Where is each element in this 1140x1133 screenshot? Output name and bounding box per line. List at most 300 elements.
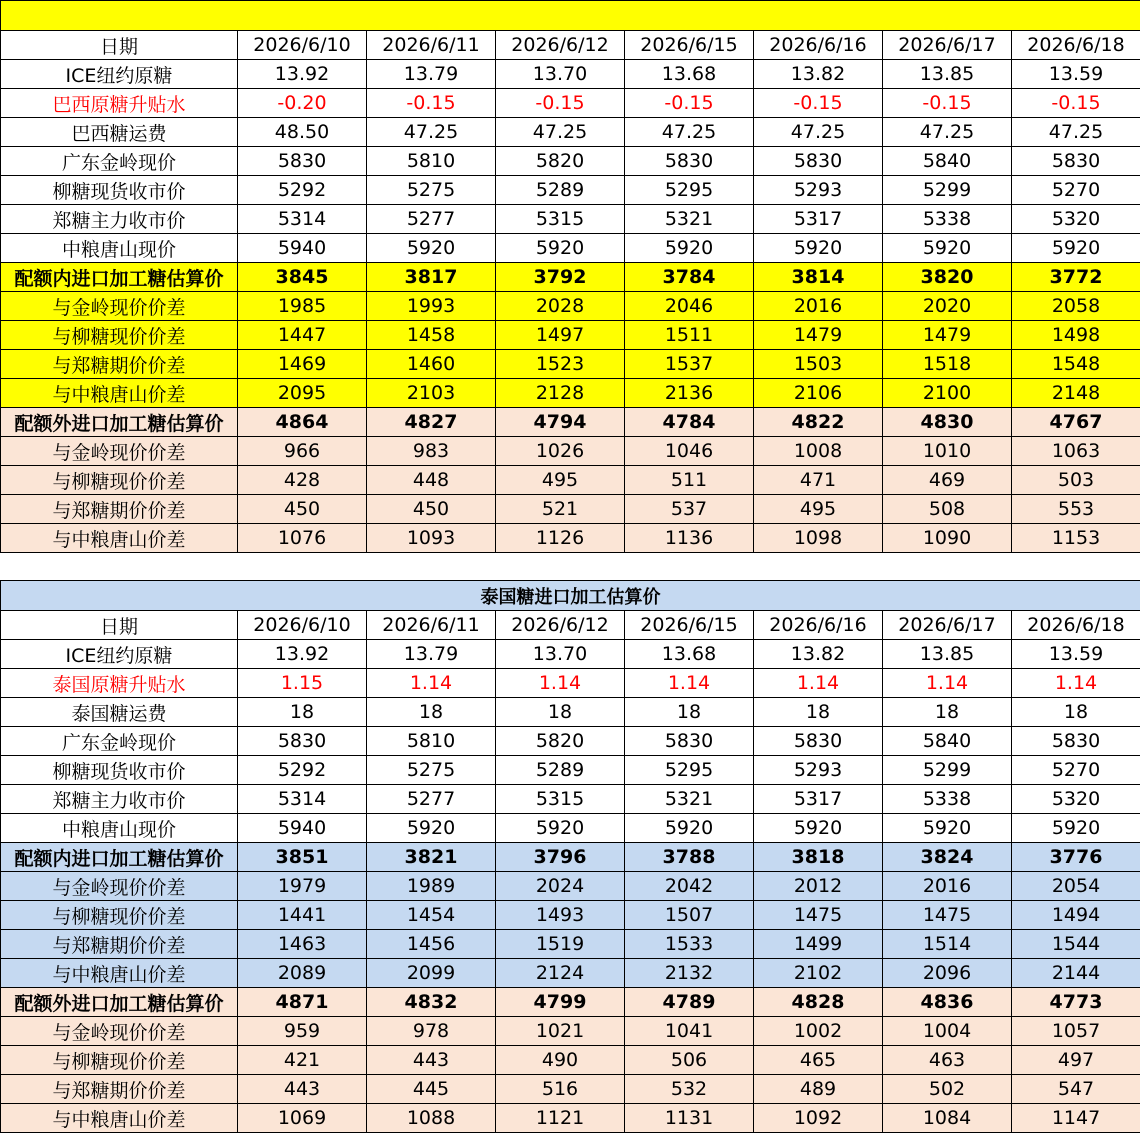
- row-label: 与金岭现价价差: [1, 1017, 238, 1046]
- table-cell: 503: [1012, 466, 1140, 495]
- table-cell: 2012: [754, 872, 883, 901]
- table-cell: 13.59: [1012, 640, 1140, 669]
- table-cell: 1537: [625, 350, 754, 379]
- table-cell: 1447: [238, 321, 367, 350]
- table-cell: 1.14: [496, 669, 625, 698]
- table-cell: 1454: [367, 901, 496, 930]
- table-row: [1, 1017, 1140, 1046]
- table-cell: 1518: [883, 350, 1012, 379]
- table-cell: 5840: [883, 727, 1012, 756]
- table-row: [1, 205, 1140, 234]
- row-label: 与郑糖期价价差: [1, 495, 238, 524]
- table-cell: 18: [1012, 698, 1140, 727]
- table-cell: 532: [625, 1075, 754, 1104]
- date-header-cell: 2026/6/16: [754, 31, 883, 60]
- table-row: [1, 669, 1140, 698]
- table-cell: 463: [883, 1046, 1012, 1075]
- table-cell: 5830: [754, 727, 883, 756]
- table-cell: 5940: [238, 234, 367, 263]
- table-cell: 13.70: [496, 60, 625, 89]
- table-row: [1, 814, 1140, 843]
- table-row: [1, 843, 1140, 872]
- table-cell: 1.14: [625, 669, 754, 698]
- table-cell: 1121: [496, 1104, 625, 1133]
- table-cell: 13.70: [496, 640, 625, 669]
- table-cell: 5320: [1012, 785, 1140, 814]
- table-cell: 3814: [754, 263, 883, 292]
- table-cell: 5920: [1012, 814, 1140, 843]
- row-label: 郑糖主力收市价: [1, 785, 238, 814]
- brazil-sugar-table: [0, 0, 1140, 553]
- table-cell: 1544: [1012, 930, 1140, 959]
- table-cell: 450: [238, 495, 367, 524]
- table-cell: 5293: [754, 176, 883, 205]
- table-cell: 5270: [1012, 756, 1140, 785]
- table-cell: 2102: [754, 959, 883, 988]
- table-cell: 5920: [625, 814, 754, 843]
- row-label: 与金岭现价价差: [1, 872, 238, 901]
- table-cell: 5299: [883, 176, 1012, 205]
- table-row: [1, 292, 1140, 321]
- table-cell: 13.85: [883, 640, 1012, 669]
- table-cell: 48.50: [238, 118, 367, 147]
- table-cell: 2016: [754, 292, 883, 321]
- table-cell: 1498: [1012, 321, 1140, 350]
- table-cell: 443: [238, 1075, 367, 1104]
- table-cell: 3796: [496, 843, 625, 872]
- table-cell: 1993: [367, 292, 496, 321]
- table-row: [1, 350, 1140, 379]
- table-cell: 1076: [238, 524, 367, 553]
- table-row: [1, 176, 1140, 205]
- table-row: [1, 698, 1140, 727]
- table-title: [1, 1, 1140, 31]
- table-cell: 443: [367, 1046, 496, 1075]
- table-cell: 547: [1012, 1075, 1140, 1104]
- table-cell: 5830: [625, 147, 754, 176]
- row-label: 郑糖主力收市价: [1, 205, 238, 234]
- table-cell: 13.85: [883, 60, 1012, 89]
- date-header-label: 日期: [1, 611, 238, 640]
- table-cell: 5810: [367, 147, 496, 176]
- table-cell: 465: [754, 1046, 883, 1075]
- table-cell: 1090: [883, 524, 1012, 553]
- table-cell: 1979: [238, 872, 367, 901]
- date-header-cell: 2026/6/12: [496, 611, 625, 640]
- table-cell: 5920: [754, 234, 883, 263]
- table-cell: 5317: [754, 785, 883, 814]
- table-cell: -0.15: [883, 89, 1012, 118]
- row-label: 与中粮唐山价差: [1, 379, 238, 408]
- table-cell: -0.15: [367, 89, 496, 118]
- date-header-cell: 2026/6/17: [883, 611, 1012, 640]
- table-cell: 5920: [754, 814, 883, 843]
- table-cell: 1456: [367, 930, 496, 959]
- table-cell: 1514: [883, 930, 1012, 959]
- table-cell: 1021: [496, 1017, 625, 1046]
- thailand-table-body: [1, 581, 1140, 1133]
- table-cell: 537: [625, 495, 754, 524]
- table-row: [1, 60, 1140, 89]
- table-cell: 1136: [625, 524, 754, 553]
- row-label: 配额外进口加工糖估算价: [1, 408, 238, 437]
- table-cell: 2128: [496, 379, 625, 408]
- table-cell: 421: [238, 1046, 367, 1075]
- row-label: 与郑糖期价价差: [1, 350, 238, 379]
- table-cell: 5820: [496, 147, 625, 176]
- row-label: 巴西原糖升贴水: [1, 89, 238, 118]
- table-row: [1, 988, 1140, 1017]
- table-row: [1, 1075, 1140, 1104]
- table-cell: 4794: [496, 408, 625, 437]
- table-cell: 47.25: [754, 118, 883, 147]
- table-cell: 5275: [367, 176, 496, 205]
- table-cell: 3772: [1012, 263, 1140, 292]
- table-title: 泰国糖进口加工估算价: [1, 581, 1140, 611]
- table-cell: 2024: [496, 872, 625, 901]
- table-cell: 2132: [625, 959, 754, 988]
- table-cell: 495: [754, 495, 883, 524]
- table-cell: 47.25: [883, 118, 1012, 147]
- table-cell: 5338: [883, 205, 1012, 234]
- row-label: 与柳糖现价价差: [1, 321, 238, 350]
- row-label: 广东金岭现价: [1, 727, 238, 756]
- table-cell: 450: [367, 495, 496, 524]
- table-cell: 1475: [754, 901, 883, 930]
- table-cell: 511: [625, 466, 754, 495]
- table-cell: 5293: [754, 756, 883, 785]
- table-cell: 502: [883, 1075, 1012, 1104]
- table-cell: 1475: [883, 901, 1012, 930]
- date-header-cell: 2026/6/15: [625, 31, 754, 60]
- table-cell: 490: [496, 1046, 625, 1075]
- table-cell: 497: [1012, 1046, 1140, 1075]
- table-row: [1, 756, 1140, 785]
- table-cell: 5840: [883, 147, 1012, 176]
- table-cell: 4832: [367, 988, 496, 1017]
- table-cell: 5295: [625, 756, 754, 785]
- table-cell: 5299: [883, 756, 1012, 785]
- table-cell: 3845: [238, 263, 367, 292]
- header-row: [1, 611, 1140, 640]
- row-label: 柳糖现货收市价: [1, 756, 238, 785]
- table-cell: 13.68: [625, 60, 754, 89]
- table-cell: 3784: [625, 263, 754, 292]
- row-label: 与郑糖期价价差: [1, 930, 238, 959]
- table-cell: 18: [625, 698, 754, 727]
- table-cell: 978: [367, 1017, 496, 1046]
- table-cell: 5830: [625, 727, 754, 756]
- table-cell: 5277: [367, 785, 496, 814]
- date-header-cell: 2026/6/10: [238, 31, 367, 60]
- table-cell: 2096: [883, 959, 1012, 988]
- table-cell: 4830: [883, 408, 1012, 437]
- table-cell: 2136: [625, 379, 754, 408]
- table-cell: 13.92: [238, 640, 367, 669]
- table-cell: 5315: [496, 785, 625, 814]
- table-cell: 5830: [1012, 147, 1140, 176]
- table-cell: 521: [496, 495, 625, 524]
- row-label: 泰国原糖升贴水: [1, 669, 238, 698]
- table-row: [1, 640, 1140, 669]
- table-cell: 5830: [238, 727, 367, 756]
- table-cell: 5830: [754, 147, 883, 176]
- table-cell: -0.20: [238, 89, 367, 118]
- table-cell: -0.15: [1012, 89, 1140, 118]
- table-row: [1, 524, 1140, 553]
- table-cell: 1533: [625, 930, 754, 959]
- table-cell: 1493: [496, 901, 625, 930]
- table-cell: 13.79: [367, 640, 496, 669]
- row-label: 配额内进口加工糖估算价: [1, 263, 238, 292]
- table-cell: 5920: [367, 814, 496, 843]
- table-cell: 5920: [496, 234, 625, 263]
- table-title-row: [1, 581, 1140, 611]
- table-cell: 2020: [883, 292, 1012, 321]
- row-label: 配额外进口加工糖估算价: [1, 988, 238, 1017]
- date-header-cell: 2026/6/11: [367, 31, 496, 60]
- table-cell: 1441: [238, 901, 367, 930]
- table-cell: 47.25: [496, 118, 625, 147]
- header-row: [1, 31, 1140, 60]
- table-cell: 448: [367, 466, 496, 495]
- table-cell: 4789: [625, 988, 754, 1017]
- table-row: [1, 785, 1140, 814]
- table-cell: 5292: [238, 756, 367, 785]
- table-cell: 1479: [754, 321, 883, 350]
- table-cell: 495: [496, 466, 625, 495]
- table-cell: 5830: [238, 147, 367, 176]
- table-cell: 5317: [754, 205, 883, 234]
- table-cell: 5940: [238, 814, 367, 843]
- date-header-cell: 2026/6/18: [1012, 31, 1140, 60]
- table-row: [1, 1104, 1140, 1133]
- table-cell: 3821: [367, 843, 496, 872]
- table-cell: 2042: [625, 872, 754, 901]
- table-cell: 1507: [625, 901, 754, 930]
- table-row: [1, 872, 1140, 901]
- table-cell: 5810: [367, 727, 496, 756]
- table-cell: 1131: [625, 1104, 754, 1133]
- table-cell: -0.15: [496, 89, 625, 118]
- table-cell: 13.92: [238, 60, 367, 89]
- row-label: 广东金岭现价: [1, 147, 238, 176]
- brazil-table-body: [1, 1, 1140, 553]
- table-cell: 2099: [367, 959, 496, 988]
- table-cell: 1479: [883, 321, 1012, 350]
- table-cell: 3788: [625, 843, 754, 872]
- row-label: 中粮唐山现价: [1, 234, 238, 263]
- table-cell: 2058: [1012, 292, 1140, 321]
- table-cell: 508: [883, 495, 1012, 524]
- table-cell: 5270: [1012, 176, 1140, 205]
- table-cell: 516: [496, 1075, 625, 1104]
- table-cell: 4836: [883, 988, 1012, 1017]
- table-cell: 4799: [496, 988, 625, 1017]
- table-row: [1, 89, 1140, 118]
- table-cell: 2046: [625, 292, 754, 321]
- table-cell: 1088: [367, 1104, 496, 1133]
- table-cell: 1026: [496, 437, 625, 466]
- table-row: [1, 263, 1140, 292]
- table-cell: 506: [625, 1046, 754, 1075]
- table-cell: 1092: [754, 1104, 883, 1133]
- table-cell: 1.14: [367, 669, 496, 698]
- row-label: 与柳糖现价价差: [1, 901, 238, 930]
- row-label: 与中粮唐山价差: [1, 959, 238, 988]
- table-cell: 1004: [883, 1017, 1012, 1046]
- date-header-cell: 2026/6/11: [367, 611, 496, 640]
- table-cell: 1046: [625, 437, 754, 466]
- table-cell: 428: [238, 466, 367, 495]
- table-row: [1, 234, 1140, 263]
- table-cell: 1008: [754, 437, 883, 466]
- table-cell: 18: [238, 698, 367, 727]
- table-cell: -0.15: [625, 89, 754, 118]
- table-cell: 18: [367, 698, 496, 727]
- table-cell: 1458: [367, 321, 496, 350]
- row-label: ICE纽约原糖: [1, 60, 238, 89]
- row-label: 中粮唐山现价: [1, 814, 238, 843]
- table-cell: 2089: [238, 959, 367, 988]
- table-cell: 5314: [238, 785, 367, 814]
- table-cell: 4773: [1012, 988, 1140, 1017]
- date-header-cell: 2026/6/17: [883, 31, 1012, 60]
- date-header-cell: 2026/6/18: [1012, 611, 1140, 640]
- table-cell: 1010: [883, 437, 1012, 466]
- table-cell: 4828: [754, 988, 883, 1017]
- table-cell: 2016: [883, 872, 1012, 901]
- table-cell: 2103: [367, 379, 496, 408]
- row-label: 与金岭现价价差: [1, 437, 238, 466]
- table-cell: 1153: [1012, 524, 1140, 553]
- table-cell: 13.82: [754, 60, 883, 89]
- table-cell: 2095: [238, 379, 367, 408]
- table-cell: 5289: [496, 176, 625, 205]
- table-cell: 1.14: [754, 669, 883, 698]
- table-row: [1, 901, 1140, 930]
- row-label: 巴西糖运费: [1, 118, 238, 147]
- table-cell: 2148: [1012, 379, 1140, 408]
- table-cell: 5920: [1012, 234, 1140, 263]
- table-cell: 2054: [1012, 872, 1140, 901]
- table-cell: 959: [238, 1017, 367, 1046]
- table-cell: 5820: [496, 727, 625, 756]
- table-row: [1, 1046, 1140, 1075]
- table-row: [1, 118, 1140, 147]
- table-cell: 1511: [625, 321, 754, 350]
- table-row: [1, 321, 1140, 350]
- date-header-cell: 2026/6/12: [496, 31, 625, 60]
- table-cell: 2100: [883, 379, 1012, 408]
- table-cell: 1503: [754, 350, 883, 379]
- table-cell: 18: [496, 698, 625, 727]
- table-cell: 1519: [496, 930, 625, 959]
- row-label: 与金岭现价价差: [1, 292, 238, 321]
- table-cell: 1093: [367, 524, 496, 553]
- row-label: 与中粮唐山价差: [1, 524, 238, 553]
- table-row: [1, 727, 1140, 756]
- table-cell: 5920: [883, 234, 1012, 263]
- table-cell: 4822: [754, 408, 883, 437]
- table-cell: 1126: [496, 524, 625, 553]
- table-cell: 5830: [1012, 727, 1140, 756]
- table-row: [1, 959, 1140, 988]
- table-row: [1, 408, 1140, 437]
- table-cell: 4871: [238, 988, 367, 1017]
- table-cell: 3824: [883, 843, 1012, 872]
- table-cell: 3776: [1012, 843, 1140, 872]
- date-header-cell: 2026/6/10: [238, 611, 367, 640]
- table-cell: 13.68: [625, 640, 754, 669]
- date-header-cell: 2026/6/16: [754, 611, 883, 640]
- table-cell: 5277: [367, 205, 496, 234]
- table-cell: 47.25: [1012, 118, 1140, 147]
- table-cell: 469: [883, 466, 1012, 495]
- table-cell: 1499: [754, 930, 883, 959]
- table-cell: 983: [367, 437, 496, 466]
- table-cell: 1084: [883, 1104, 1012, 1133]
- table-cell: 966: [238, 437, 367, 466]
- row-label: 泰国糖运费: [1, 698, 238, 727]
- table-cell: 471: [754, 466, 883, 495]
- table-cell: 1989: [367, 872, 496, 901]
- table-cell: 1057: [1012, 1017, 1140, 1046]
- table-cell: 5295: [625, 176, 754, 205]
- table-cell: 1548: [1012, 350, 1140, 379]
- table-cell: 4767: [1012, 408, 1140, 437]
- table-cell: 3817: [367, 263, 496, 292]
- table-cell: 5315: [496, 205, 625, 234]
- row-label: 与郑糖期价价差: [1, 1075, 238, 1104]
- table-cell: 5320: [1012, 205, 1140, 234]
- row-label: ICE纽约原糖: [1, 640, 238, 669]
- table-row: [1, 466, 1140, 495]
- table-title-row: [1, 1, 1140, 31]
- table-cell: 4864: [238, 408, 367, 437]
- date-header-label: 日期: [1, 31, 238, 60]
- row-label: 与柳糖现价价差: [1, 1046, 238, 1075]
- table-cell: -0.15: [754, 89, 883, 118]
- table-cell: 1.14: [883, 669, 1012, 698]
- table-cell: 47.25: [625, 118, 754, 147]
- table-row: [1, 147, 1140, 176]
- thailand-sugar-table: [0, 580, 1140, 1133]
- table-cell: 1002: [754, 1017, 883, 1046]
- row-label: 柳糖现货收市价: [1, 176, 238, 205]
- row-label: 与中粮唐山价差: [1, 1104, 238, 1133]
- table-cell: 5920: [367, 234, 496, 263]
- table-cell: 13.79: [367, 60, 496, 89]
- table-cell: 1.15: [238, 669, 367, 698]
- table-cell: 1.14: [1012, 669, 1140, 698]
- table-cell: 5275: [367, 756, 496, 785]
- table-cell: 1069: [238, 1104, 367, 1133]
- table-row: [1, 495, 1140, 524]
- table-cell: 3818: [754, 843, 883, 872]
- table-cell: 18: [883, 698, 1012, 727]
- table-cell: 3820: [883, 263, 1012, 292]
- table-cell: 1041: [625, 1017, 754, 1046]
- table-cell: 13.82: [754, 640, 883, 669]
- table-cell: 1460: [367, 350, 496, 379]
- table-cell: 5314: [238, 205, 367, 234]
- table-cell: 2144: [1012, 959, 1140, 988]
- table-cell: 1098: [754, 524, 883, 553]
- table-cell: 1469: [238, 350, 367, 379]
- row-label: 与柳糖现价价差: [1, 466, 238, 495]
- table-row: [1, 379, 1140, 408]
